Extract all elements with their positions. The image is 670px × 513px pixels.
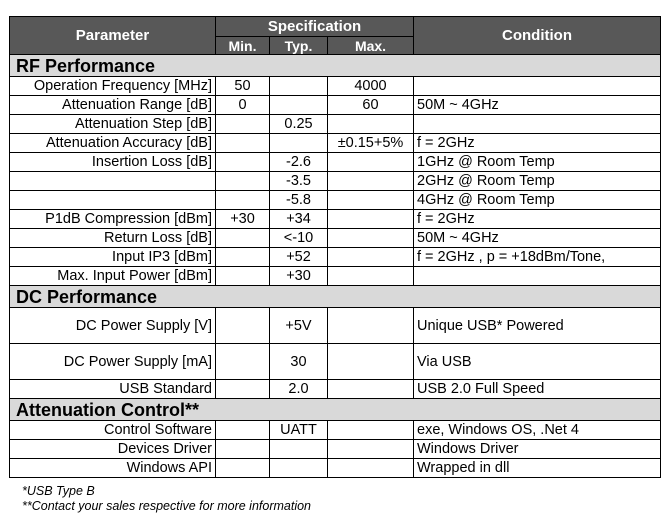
typ-cell: 30 bbox=[270, 344, 328, 380]
condition-cell: Windows Driver bbox=[414, 440, 661, 459]
min-cell bbox=[216, 153, 270, 172]
min-cell bbox=[216, 344, 270, 380]
min-cell bbox=[216, 421, 270, 440]
typ-cell: +5V bbox=[270, 308, 328, 344]
condition-cell: 2GHz @ Room Temp bbox=[414, 172, 661, 191]
max-cell bbox=[328, 172, 414, 191]
min-cell bbox=[216, 248, 270, 267]
typ-cell: -5.8 bbox=[270, 191, 328, 210]
parameter-cell: USB Standard bbox=[10, 380, 216, 399]
header-typ: Typ. bbox=[270, 37, 328, 55]
table-row bbox=[10, 172, 661, 191]
condition-cell: f = 2GHz bbox=[414, 210, 661, 229]
condition-cell: f = 2GHz , p = +18dBm/Tone, bbox=[414, 248, 661, 267]
max-cell bbox=[328, 308, 414, 344]
max-cell bbox=[328, 421, 414, 440]
typ-cell: -3.5 bbox=[270, 172, 328, 191]
parameter-cell: DC Power Supply [mA] bbox=[10, 344, 216, 380]
min-cell: +30 bbox=[216, 210, 270, 229]
parameter-cell: P1dB Compression [dBm] bbox=[10, 210, 216, 229]
condition-cell: 4GHz @ Room Temp bbox=[414, 191, 661, 210]
header-max: Max. bbox=[328, 37, 414, 55]
max-cell: 4000 bbox=[328, 77, 414, 96]
max-cell bbox=[328, 380, 414, 399]
table-row bbox=[10, 380, 661, 399]
table-row bbox=[10, 191, 661, 210]
table-row bbox=[10, 344, 661, 380]
min-cell: 50 bbox=[216, 77, 270, 96]
table-row bbox=[10, 229, 661, 248]
max-cell bbox=[328, 440, 414, 459]
table-row bbox=[10, 210, 661, 229]
table-row bbox=[10, 96, 661, 115]
condition-cell: Wrapped in dll bbox=[414, 459, 661, 478]
parameter-cell: Attenuation Range [dB] bbox=[10, 96, 216, 115]
max-cell bbox=[328, 210, 414, 229]
min-cell bbox=[216, 380, 270, 399]
header-parameter: Parameter bbox=[10, 17, 216, 55]
parameter-cell: Windows API bbox=[10, 459, 216, 478]
typ-cell: UATT bbox=[270, 421, 328, 440]
section-rf-performance bbox=[10, 55, 661, 77]
min-cell bbox=[216, 191, 270, 210]
parameter-cell: Return Loss [dB] bbox=[10, 229, 216, 248]
table-row bbox=[10, 459, 661, 478]
table-row bbox=[10, 248, 661, 267]
condition-cell: 50M ~ 4GHz bbox=[414, 229, 661, 248]
parameter-cell: Max. Input Power [dBm] bbox=[10, 267, 216, 286]
footnote-contact-sales: **Contact your sales respective for more information bbox=[22, 499, 312, 513]
table-row bbox=[10, 421, 661, 440]
table-row bbox=[10, 440, 661, 459]
condition-cell: USB 2.0 Full Speed bbox=[414, 380, 661, 399]
parameter-cell: Attenuation Accuracy [dB] bbox=[10, 134, 216, 153]
specification-table bbox=[9, 16, 661, 478]
typ-cell: 2.0 bbox=[270, 380, 328, 399]
table-row bbox=[10, 77, 661, 96]
max-cell: ±0.15+5% bbox=[328, 134, 414, 153]
condition-cell bbox=[414, 115, 661, 134]
section-attenuation-control bbox=[10, 399, 661, 421]
section-dc-performance bbox=[10, 286, 661, 308]
typ-cell bbox=[270, 459, 328, 478]
condition-cell: 50M ~ 4GHz bbox=[414, 96, 661, 115]
min-cell bbox=[216, 440, 270, 459]
footnote-usb-type: *USB Type B bbox=[22, 484, 95, 498]
min-cell bbox=[216, 229, 270, 248]
max-cell: 60 bbox=[328, 96, 414, 115]
section-title: Attenuation Control** bbox=[10, 399, 661, 421]
max-cell bbox=[328, 459, 414, 478]
typ-cell: -2.6 bbox=[270, 153, 328, 172]
header-specification: Specification bbox=[216, 17, 414, 37]
parameter-cell: Control Software bbox=[10, 421, 216, 440]
parameter-cell: Devices Driver bbox=[10, 440, 216, 459]
condition-cell: exe, Windows OS, .Net 4 bbox=[414, 421, 661, 440]
typ-cell: +30 bbox=[270, 267, 328, 286]
parameter-cell: DC Power Supply [V] bbox=[10, 308, 216, 344]
typ-cell bbox=[270, 77, 328, 96]
section-title: DC Performance bbox=[10, 286, 661, 308]
min-cell: 0 bbox=[216, 96, 270, 115]
min-cell bbox=[216, 459, 270, 478]
typ-cell bbox=[270, 134, 328, 153]
typ-cell: +34 bbox=[270, 210, 328, 229]
table-row bbox=[10, 153, 661, 172]
max-cell bbox=[328, 229, 414, 248]
table-row bbox=[10, 308, 661, 344]
typ-cell: <-10 bbox=[270, 229, 328, 248]
max-cell bbox=[328, 153, 414, 172]
table-row bbox=[10, 115, 661, 134]
condition-cell: Via USB bbox=[414, 344, 661, 380]
parameter-cell bbox=[10, 172, 216, 191]
typ-cell: +52 bbox=[270, 248, 328, 267]
table-row bbox=[10, 267, 661, 286]
condition-cell: Unique USB* Powered bbox=[414, 308, 661, 344]
max-cell bbox=[328, 344, 414, 380]
header-condition: Condition bbox=[414, 17, 661, 55]
parameter-cell: Operation Frequency [MHz] bbox=[10, 77, 216, 96]
max-cell bbox=[328, 191, 414, 210]
typ-cell bbox=[270, 440, 328, 459]
condition-cell bbox=[414, 267, 661, 286]
section-title: RF Performance bbox=[10, 55, 661, 77]
min-cell bbox=[216, 134, 270, 153]
parameter-cell bbox=[10, 191, 216, 210]
max-cell bbox=[328, 267, 414, 286]
typ-cell bbox=[270, 96, 328, 115]
condition-cell: 1GHz @ Room Temp bbox=[414, 153, 661, 172]
max-cell bbox=[328, 248, 414, 267]
max-cell bbox=[328, 115, 414, 134]
condition-cell: f = 2GHz bbox=[414, 134, 661, 153]
typ-cell: 0.25 bbox=[270, 115, 328, 134]
table-row bbox=[10, 134, 661, 153]
parameter-cell: Insertion Loss [dB] bbox=[10, 153, 216, 172]
min-cell bbox=[216, 115, 270, 134]
min-cell bbox=[216, 172, 270, 191]
header-min: Min. bbox=[216, 37, 270, 55]
parameter-cell: Input IP3 [dBm] bbox=[10, 248, 216, 267]
parameter-cell: Attenuation Step [dB] bbox=[10, 115, 216, 134]
condition-cell bbox=[414, 77, 661, 96]
min-cell bbox=[216, 267, 270, 286]
min-cell bbox=[216, 308, 270, 344]
